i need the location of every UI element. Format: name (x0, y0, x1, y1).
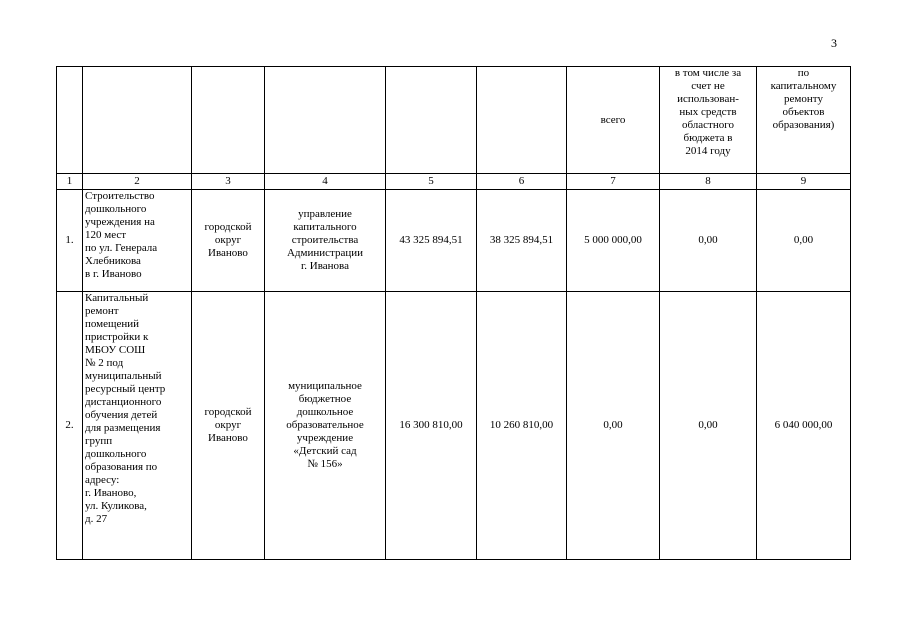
amount-cell: 6 040 000,00 (757, 292, 851, 560)
customer: муниципальное бюджетное дошкольное образовательное учреждение «Детский сад № 156» (265, 292, 386, 560)
header-cell-5 (386, 67, 477, 174)
column-number: 4 (265, 174, 386, 190)
header-row (57, 67, 851, 174)
table-row (57, 292, 851, 560)
amount-cell: 43 325 894,51 (386, 190, 477, 292)
header-cell-1 (57, 67, 83, 174)
header-cell-6 (477, 67, 567, 174)
column-number: 1 (57, 174, 83, 190)
column-number: 8 (660, 174, 757, 190)
amount-cell: 0,00 (757, 190, 851, 292)
customer: управление капитального строительства Администрации г. Иванова (265, 190, 386, 292)
header-cell-3 (192, 67, 265, 174)
header-cell-total: всего (567, 67, 660, 174)
amount-cell: 0,00 (660, 190, 757, 292)
amount-cell: 38 325 894,51 (477, 190, 567, 292)
amount-cell: 0,00 (660, 292, 757, 560)
amount-cell: 0,00 (567, 292, 660, 560)
page-number: 3 (831, 36, 837, 50)
financing-table (56, 66, 851, 560)
amount-cell: 5 000 000,00 (567, 190, 660, 292)
amount-cell: 10 260 810,00 (477, 292, 567, 560)
header-cell-capital-repair: по капитальному ремонту объектов образования) (757, 67, 851, 174)
column-number: 5 (386, 174, 477, 190)
territory: городской округ Иваново (192, 292, 265, 560)
row-number: 1. (57, 190, 83, 292)
column-number: 9 (757, 174, 851, 190)
column-numbers-row (57, 174, 851, 190)
column-number: 6 (477, 174, 567, 190)
column-number: 3 (192, 174, 265, 190)
header-cell-unused-funds: в том числе за счет не использован- ных средств областного бюджета в 2014 году (660, 67, 757, 174)
table-row (57, 190, 851, 292)
territory: городской округ Иваново (192, 190, 265, 292)
amount-cell: 16 300 810,00 (386, 292, 477, 560)
header-cell-4 (265, 67, 386, 174)
object-name: Строительство дошкольного учреждения на 120 мест по ул. Генерала Хлебникова в г. Иваново (83, 190, 192, 292)
column-number: 7 (567, 174, 660, 190)
row-number: 2. (57, 292, 83, 560)
object-name: Капитальный ремонт помещений пристройки к МБОУ СОШ № 2 под муниципальный ресурсный центр дистанционного обучения детей для размещения групп дошкольного образования по адресу: г. Иваново, ул. Куликова, д. 27 (83, 292, 192, 560)
header-cell-2 (83, 67, 192, 174)
column-number: 2 (83, 174, 192, 190)
